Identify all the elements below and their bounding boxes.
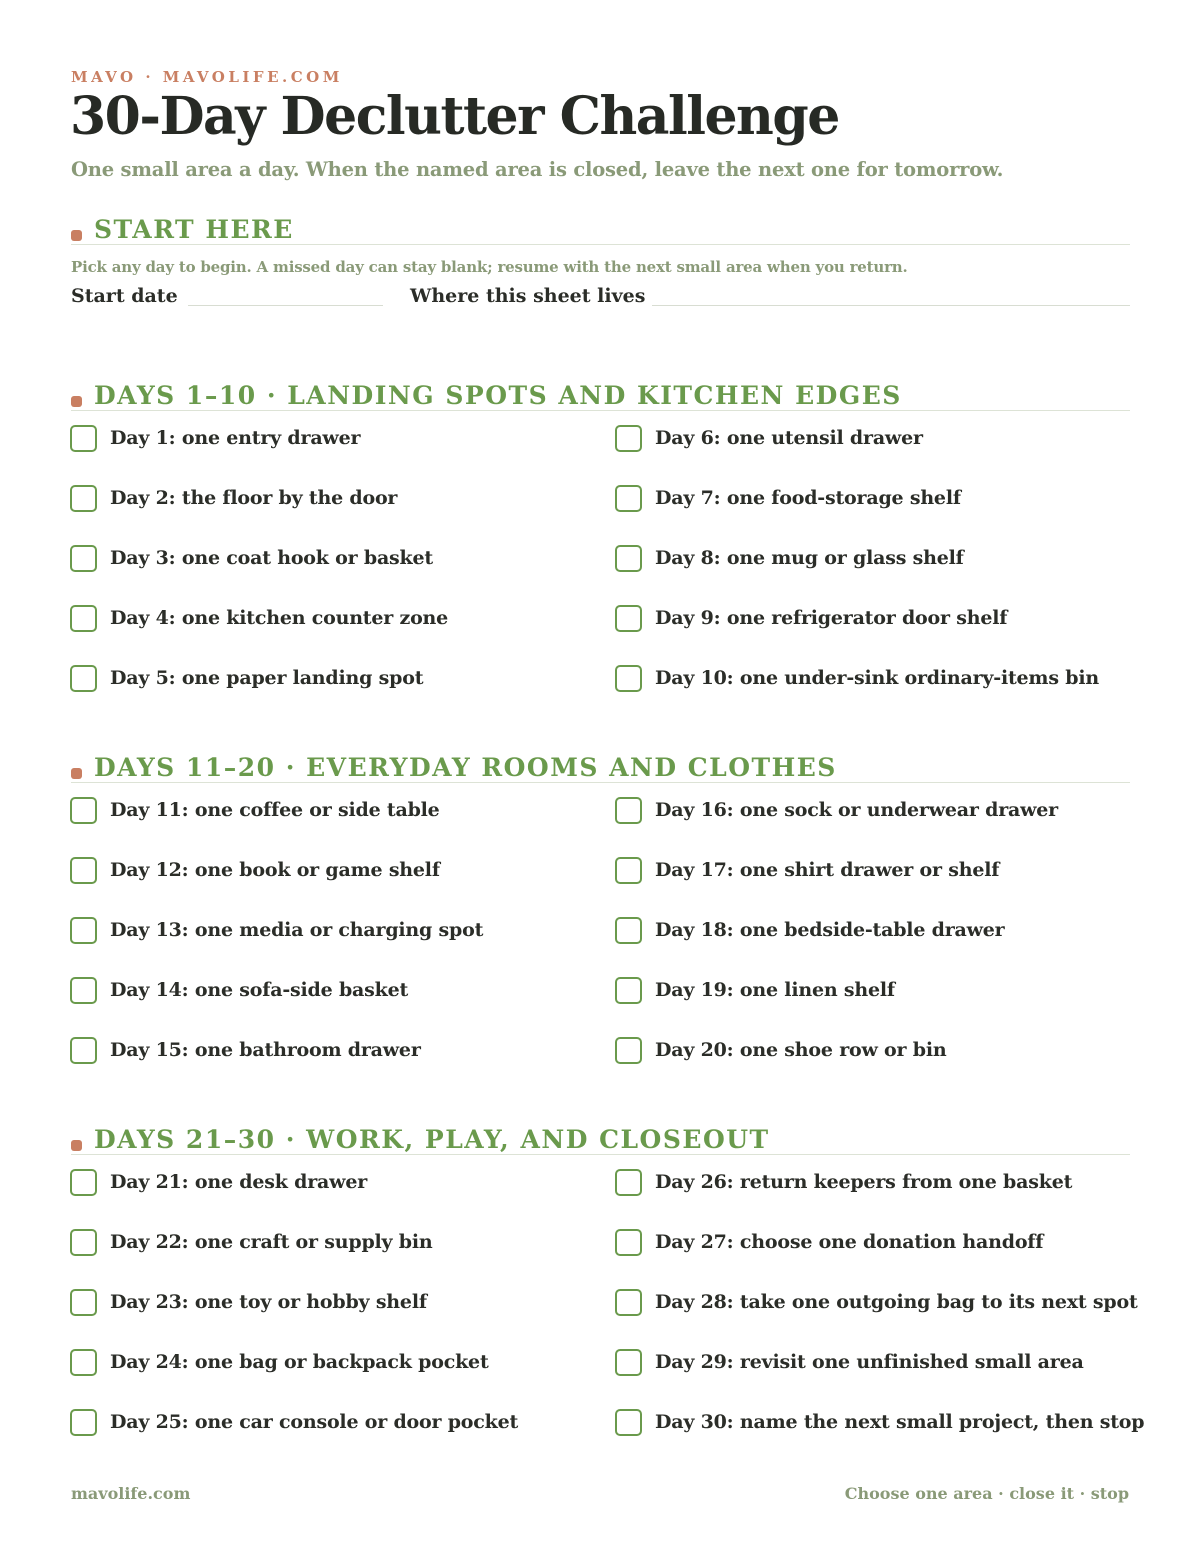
checkbox-icon[interactable] [615, 425, 642, 452]
section-header-1 [71, 381, 1130, 411]
section-heading: DAYS 21–30 · WORK, PLAY, AND CLOSEOUT [94, 1125, 770, 1154]
checkbox-icon[interactable] [70, 605, 97, 632]
section-header-2 [71, 753, 1130, 783]
start-intro: Pick any day to begin. A missed day can stay blank; resume with the next small area when you return. [71, 258, 908, 276]
checklist-item-label: Day 30: name the next small project, then stop [655, 1411, 1145, 1433]
checkbox-icon[interactable] [70, 977, 97, 1004]
checkbox-icon[interactable] [615, 605, 642, 632]
checkbox-icon[interactable] [70, 857, 97, 884]
checkbox-icon[interactable] [615, 545, 642, 572]
checklist-item-label: Day 28: take one outgoing bag to its next spot [655, 1291, 1138, 1313]
checklist-item-label: Day 4: one kitchen counter zone [110, 607, 449, 629]
checklist-item-label: Day 3: one coat hook or basket [110, 547, 433, 569]
section-marker-icon [71, 768, 82, 779]
location-field[interactable] [652, 305, 1130, 306]
checklist-item-label: Day 22: one craft or supply bin [110, 1231, 433, 1253]
checklist-item-label: Day 13: one media or charging spot [110, 919, 484, 941]
page-title: 30-Day Declutter Challenge [70, 86, 839, 147]
section-heading: DAYS 1–10 · LANDING SPOTS AND KITCHEN EDGES [94, 381, 902, 410]
checkbox-icon[interactable] [70, 797, 97, 824]
section-marker-icon [71, 396, 82, 407]
location-label: Where this sheet lives [410, 285, 646, 307]
checklist-item-label: Day 11: one coffee or side table [110, 799, 440, 821]
checklist-item-label: Day 17: one shirt drawer or shelf [655, 859, 1000, 881]
footer-site: mavolife.com [71, 1484, 191, 1503]
checkbox-icon[interactable] [70, 1037, 97, 1064]
checklist-item-label: Day 8: one mug or glass shelf [655, 547, 964, 569]
checkbox-icon[interactable] [70, 545, 97, 572]
checklist-item-label: Day 20: one shoe row or bin [655, 1039, 947, 1061]
checkbox-icon[interactable] [70, 917, 97, 944]
checklist-item-label: Day 6: one utensil drawer [655, 427, 923, 449]
checkbox-icon[interactable] [615, 797, 642, 824]
checkbox-icon[interactable] [615, 1037, 642, 1064]
checkbox-icon[interactable] [615, 1229, 642, 1256]
checklist-item-label: Day 15: one bathroom drawer [110, 1039, 421, 1061]
checkbox-icon[interactable] [70, 1229, 97, 1256]
checklist-item-label: Day 24: one bag or backpack pocket [110, 1351, 489, 1373]
checklist-item-label: Day 21: one desk drawer [110, 1171, 368, 1193]
checkbox-icon[interactable] [70, 1289, 97, 1316]
section-heading: START HERE [94, 215, 294, 244]
footer-tagline: Choose one area · close it · stop [844, 1484, 1129, 1503]
section-header-3 [71, 1125, 1130, 1155]
section-marker-icon [71, 1140, 82, 1151]
checkbox-icon[interactable] [615, 917, 642, 944]
checkbox-icon[interactable] [70, 1409, 97, 1436]
checkbox-icon[interactable] [615, 857, 642, 884]
checklist-item-label: Day 10: one under-sink ordinary-items bin [655, 667, 1099, 689]
checkbox-icon[interactable] [615, 977, 642, 1004]
start-date-field[interactable] [188, 305, 383, 306]
checkbox-icon[interactable] [615, 1409, 642, 1436]
checklist-item-label: Day 18: one bedside-table drawer [655, 919, 1005, 941]
checkbox-icon[interactable] [70, 485, 97, 512]
page-subtitle: One small area a day. When the named area is closed, leave the next one for tomorrow. [71, 158, 1004, 181]
section-marker-icon [71, 230, 82, 241]
brand-line: MAVO · MAVOLIFE.COM [71, 68, 343, 86]
checklist-item-label: Day 9: one refrigerator door shelf [655, 607, 1008, 629]
checklist-item-label: Day 7: one food-storage shelf [655, 487, 961, 509]
checkbox-icon[interactable] [615, 665, 642, 692]
checkbox-icon[interactable] [615, 1289, 642, 1316]
checklist-item-label: Day 23: one toy or hobby shelf [110, 1291, 427, 1313]
section-header-start [71, 215, 1130, 245]
checklist-item-label: Day 12: one book or game shelf [110, 859, 440, 881]
checklist-item-label: Day 26: return keepers from one basket [655, 1171, 1073, 1193]
checkbox-icon[interactable] [70, 1169, 97, 1196]
checklist-item-label: Day 5: one paper landing spot [110, 667, 424, 689]
section-heading: DAYS 11–20 · EVERYDAY ROOMS AND CLOTHES [94, 753, 837, 782]
checklist-item-label: Day 14: one sofa-side basket [110, 979, 409, 1001]
checklist-item-label: Day 1: one entry drawer [110, 427, 361, 449]
checklist-item-label: Day 19: one linen shelf [655, 979, 895, 1001]
checklist-item-label: Day 27: choose one donation handoff [655, 1231, 1044, 1253]
checkbox-icon[interactable] [615, 1349, 642, 1376]
checklist-item-label: Day 25: one car console or door pocket [110, 1411, 519, 1433]
checklist-item-label: Day 16: one sock or underwear drawer [655, 799, 1058, 821]
checkbox-icon[interactable] [70, 665, 97, 692]
checklist-item-label: Day 2: the floor by the door [110, 487, 398, 509]
checkbox-icon[interactable] [70, 425, 97, 452]
checkbox-icon[interactable] [615, 1169, 642, 1196]
checkbox-icon[interactable] [615, 485, 642, 512]
start-date-label: Start date [71, 285, 178, 307]
checkbox-icon[interactable] [70, 1349, 97, 1376]
checklist-item-label: Day 29: revisit one unfinished small area [655, 1351, 1084, 1373]
